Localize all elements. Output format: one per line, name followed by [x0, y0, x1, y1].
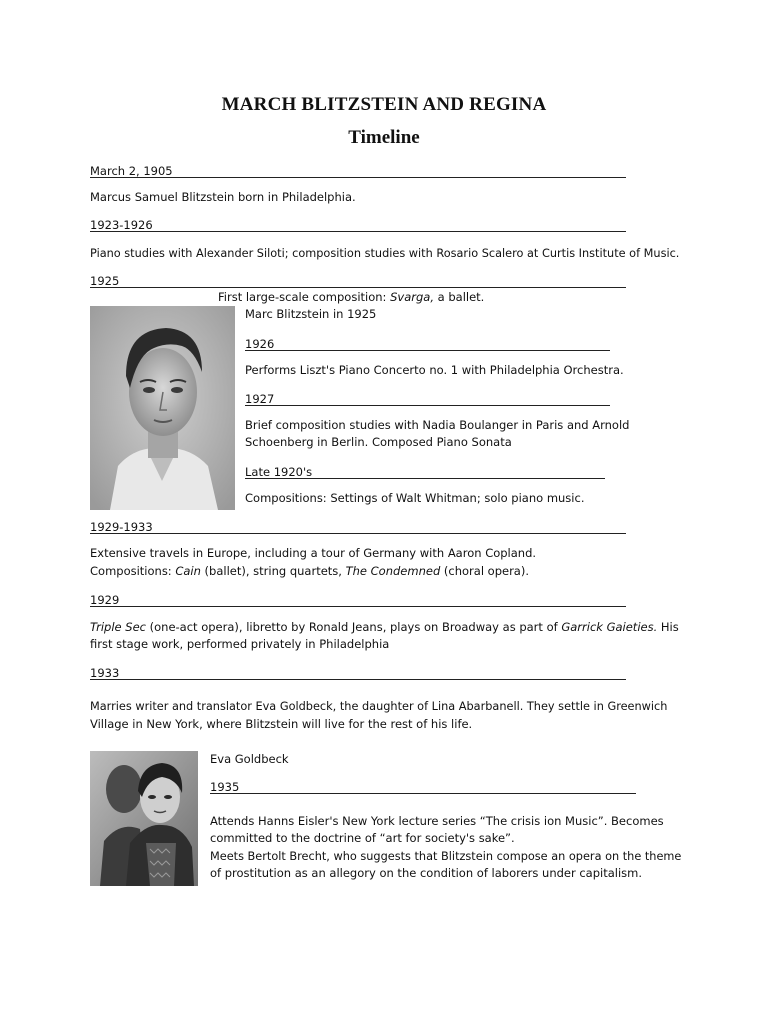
entry-date-1929: 1929 — [90, 593, 120, 607]
marc-blitzstein-photo — [90, 306, 235, 510]
entry-date-1927: 1927 — [245, 392, 275, 406]
entry-date-1905: March 2, 1905 — [90, 164, 173, 178]
document-title: MARCH BLITZSTEIN AND REGINA — [221, 94, 547, 115]
entry-text-1923: Piano studies with Alexander Siloti; composition studies with Rosario Scalero at Curtis Institute of Music. — [90, 247, 680, 260]
document-subtitle: Timeline — [348, 127, 420, 148]
entry-date-1923: 1923-1926 — [90, 218, 153, 232]
entry-rule — [90, 177, 626, 178]
photo-caption-eva: Eva Goldbeck — [210, 752, 289, 766]
entry-date-1933: 1933 — [90, 666, 120, 680]
entry-text-1929-line2: first stage work, performed privately in Philadelphia — [90, 637, 390, 651]
entry-date-1929-1933: 1929-1933 — [90, 520, 153, 534]
entry-rule — [90, 533, 626, 534]
entry-rule — [245, 478, 605, 479]
entry-text-1929-line1: Triple Sec (one-act opera), libretto by Ronald Jeans, plays on Broadway as part of Garrick Gaieties. His — [90, 620, 679, 634]
entry-text-1935-line3: Meets Bertolt Brecht, who suggests that Blitzstein compose an opera on the theme — [210, 850, 682, 863]
entry-text-1929-1933-line1: Extensive travels in Europe, including a tour of Germany with Aaron Copland. — [90, 546, 537, 560]
entry-text-1905: Marcus Samuel Blitzstein born in Philadelphia. — [90, 190, 356, 204]
entry-rule — [210, 793, 636, 794]
entry-rule — [90, 231, 626, 232]
photo-caption-marc: Marc Blitzstein in 1925 — [245, 307, 377, 321]
entry-text-1933-line2: Village in New York, where Blitzstein will live for the rest of his life. — [90, 717, 473, 731]
entry-text-1925: First large-scale composition: Svarga, a ballet. — [218, 290, 485, 304]
entry-rule — [245, 405, 610, 406]
entry-text-1933-line1: Marries writer and translator Eva Goldbeck, the daughter of Lina Abarbanell. They settle in Greenwich — [90, 700, 668, 713]
eva-goldbeck-photo — [90, 751, 198, 886]
entry-text-1935-line4: of prostitution as an allegory on the condition of laborers under capitalism. — [210, 866, 643, 880]
entry-date-late-1920s: Late 1920's — [245, 465, 313, 479]
entry-date-1926: 1926 — [245, 337, 275, 351]
entry-date-1925: 1925 — [90, 274, 120, 288]
entry-rule — [90, 679, 626, 680]
entry-text-1935-line1: Attends Hanns Eisler's New York lecture series “The crisis ion Music”. Becomes — [210, 814, 664, 828]
entry-text-1927-line2: Schoenberg in Berlin. Composed Piano Sonata — [245, 435, 512, 449]
entry-text-1929-1933-line2: Compositions: Cain (ballet), string quartets, The Condemned (choral opera). — [90, 564, 529, 578]
entry-rule — [245, 350, 610, 351]
entry-rule — [90, 287, 626, 288]
entry-text-1926: Performs Liszt's Piano Concerto no. 1 with Philadelphia Orchestra. — [245, 363, 624, 377]
entry-text-late-1920s: Compositions: Settings of Walt Whitman; solo piano music. — [245, 491, 585, 505]
entry-date-1935: 1935 — [210, 780, 240, 794]
entry-text-1935-line2: committed to the doctrine of “art for society's sake”. — [210, 831, 515, 845]
entry-rule — [90, 606, 626, 607]
entry-text-1927-line1: Brief composition studies with Nadia Boulanger in Paris and Arnold — [245, 418, 630, 432]
